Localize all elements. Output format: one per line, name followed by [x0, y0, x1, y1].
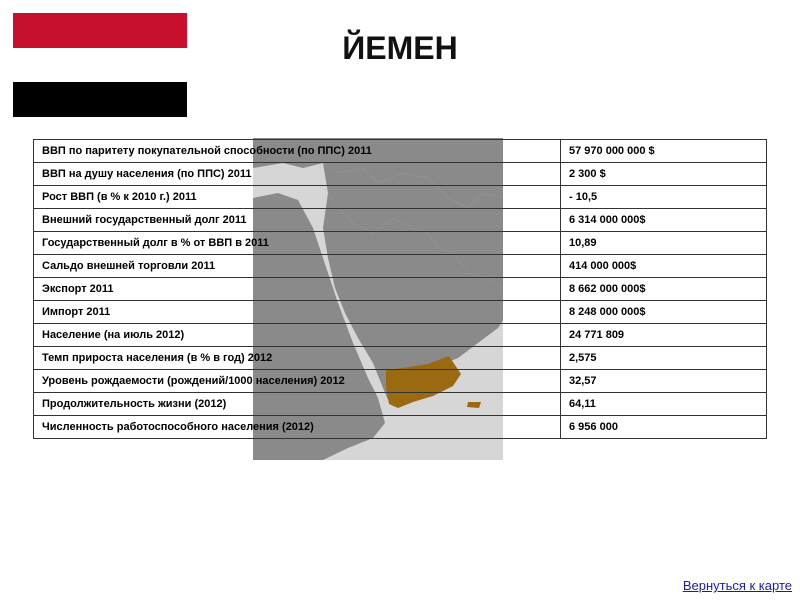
row-label: Темп прироста населения (в % в год) 2012 — [34, 347, 561, 370]
row-label: Импорт 2011 — [34, 301, 561, 324]
row-value: 414 000 000$ — [561, 255, 767, 278]
statistics-table — [33, 139, 767, 439]
table-row — [34, 416, 767, 439]
table-row — [34, 393, 767, 416]
row-value: 2,575 — [561, 347, 767, 370]
row-value: 2 300 $ — [561, 163, 767, 186]
row-value: 6 314 000 000$ — [561, 209, 767, 232]
back-to-map-link[interactable]: Вернуться к карте — [682, 578, 792, 593]
table-row — [34, 324, 767, 347]
table-row — [34, 140, 767, 163]
table-row — [34, 370, 767, 393]
table-row — [34, 163, 767, 186]
row-value: 10,89 — [561, 232, 767, 255]
page-title: ЙЕМЕН — [342, 30, 458, 66]
row-value: 6 956 000 — [561, 416, 767, 439]
table-row — [34, 347, 767, 370]
row-label: Продолжительность жизни (2012) — [34, 393, 561, 416]
row-label: Численность работоспособного населения (2012) — [34, 416, 561, 439]
row-label: ВВП на душу населения (по ППС) 2011 — [34, 163, 561, 186]
row-label: Экспорт 2011 — [34, 278, 561, 301]
row-label: Внешний государственный долг 2011 — [34, 209, 561, 232]
row-label: ВВП по паритету покупательной способности (по ППС) 2011 — [34, 140, 561, 163]
table-row — [34, 186, 767, 209]
table-row — [34, 232, 767, 255]
row-label: Государственный долг в % от ВВП в 2011 — [34, 232, 561, 255]
row-label: Рост ВВП (в % к 2010 г.) 2011 — [34, 186, 561, 209]
table-row — [34, 255, 767, 278]
row-value: 8 662 000 000$ — [561, 278, 767, 301]
row-value: 8 248 000 000$ — [561, 301, 767, 324]
table-row — [34, 278, 767, 301]
flag-black-stripe — [13, 82, 187, 117]
table-row — [34, 301, 767, 324]
row-value: 32,57 — [561, 370, 767, 393]
row-value: 57 970 000 000 $ — [561, 140, 767, 163]
row-value: - 10,5 — [561, 186, 767, 209]
row-label: Население (на июль 2012) — [34, 324, 561, 347]
table-row — [34, 209, 767, 232]
row-value: 24 771 809 — [561, 324, 767, 347]
row-label: Сальдо внешней торговли 2011 — [34, 255, 561, 278]
row-label: Уровень рождаемости (рождений/1000 населения) 2012 — [34, 370, 561, 393]
row-value: 64,11 — [561, 393, 767, 416]
